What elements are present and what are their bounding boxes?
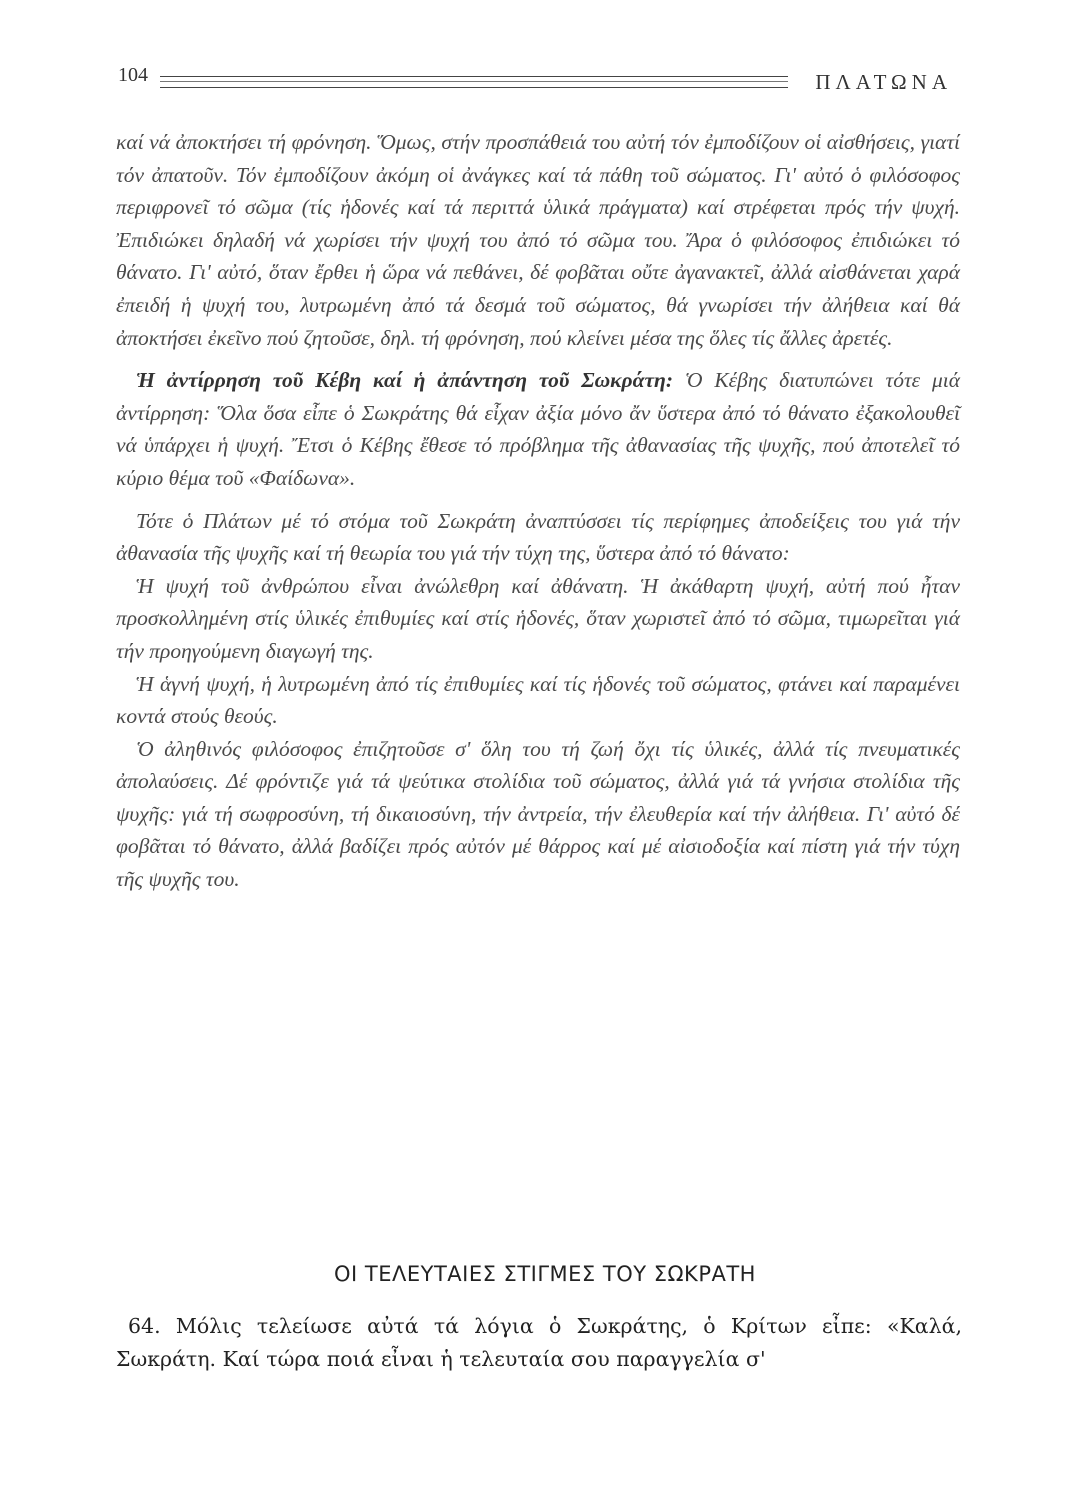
section-paragraph: 64. Μόλις τελείωσε αὐτά τά λόγια ὁ Σωκράτης, ὁ Κρίτων εἶπε: «Καλά, Σωκράτη. Καί τώρα ποιά εἶναι ἡ τελευταία σου παραγγελία σ' xyxy=(116,1314,962,1371)
proofs-paragraph: Τότε ὁ Πλάτων μέ τό στόμα τοῦ Σωκράτη ἀναπτύσσει τίς περίφημες ἀποδείξεις του γιά τήν ἀθανασία τῆς ψυχῆς καί τή θεωρία του γιά τήν τύχη της, ὕστερα ἀπό τό θάνατο: xyxy=(116,508,960,566)
commentary-intro-paragraph: καί νά ἀποκτήσει τή φρόνηση. Ὅμως, στήν προσπάθειά του αὐτή τόν ἐμποδίζουν οἱ αἰσθήσεις, γιατί τόν ἀπατοῦν. Τόν ἐμποδίζουν ἀκόμη οἱ ἀνάγκες καί τά πάθη τοῦ σώματος. Γι' αὐτό ὁ φιλόσοφος περιφρονεῖ τό σῶμα (τίς ἡδονές καί τά περιττά ὑλικά πράγματα) καί στρέφεται πρός τήν ψυχή. Ἐπιδιώκει δηλαδή νά χωρίσει τήν ψυχή του ἀπό τό σῶμα του. Ἄρα ὁ φιλόσοφος ἐπιδιώκει τό θάνατο. Γι' αὐτό, ὅταν ἔρθει ἡ ὥρα νά πεθάνει, δέ φοβᾶται οὔτε ἀγανακτεῖ, ἀλλά αἰσθάνεται χαρά ἐπειδή ἡ ψυχή του, λυτρωμένη ἀπό τά δεσμά τοῦ σώματος, θά γνωρίσει τήν ἀλήθεια καί θά ἀποκτήσει ἐκεῖνο πού ζητοῦσε, δηλ. τή φρόνηση, πού κλείνει μέσα της ὅλες τίς ἄλλες ἀρετές. xyxy=(116,130,960,350)
objection-paragraph xyxy=(116,364,960,494)
section-title: ΟΙ ΤΕΛΕΥΤΑΙΕΣ ΣΤΙΓΜΕΣ ΤΟΥ ΣΩΚΡΑΤΗ xyxy=(334,1262,756,1286)
header-rule xyxy=(160,76,788,88)
objection-body: Ὁ Κέβης διατυπώνει τότε μιά ἀντίρρηση: Ὅλα ὅσα εἶπε ὁ Σωκράτης θά εἶχαν ἀξία μόνο ἄν ὕστερα ἀπό τό θάνατο ἐξακολουθεῖ νά ὑπάρχει ἡ ψυχή. Ἔτσι ὁ Κέβης ἔθεσε τό πρόβλημα τῆς ἀθανασίας τῆς ψυχῆς, πού ἀποτελεῖ τό κύριο θέμα τοῦ «Φαίδωνα». xyxy=(116,368,960,490)
main-text xyxy=(116,1310,962,1376)
impure-soul-paragraph: Ἡ ψυχή τοῦ ἀνθρώπου εἶναι ἀνώλεθρη καί ἀθάνατη. Ἡ ἀκάθαρτη ψυχή, αὐτή πού ἦταν προσκολλημένη στίς ὑλικές ἐπιθυμίες καί στίς ἡδονές, ὅταν χωριστεῖ ἀπό τό σῶμα, τιμωρεῖται γιά τήν προηγούμενη διαγωγή της. xyxy=(116,573,960,663)
commentary-block xyxy=(116,126,960,896)
page-number: 104 xyxy=(118,64,148,86)
running-head xyxy=(112,64,952,94)
objection-heading: Ἡ ἀντίρρηση τοῦ Κέβη καί ἡ ἀπάντηση τοῦ Σωκράτη: xyxy=(136,368,674,393)
true-philosopher-paragraph: Ὁ ἀληθινός φιλόσοφος ἐπιζητοῦσε σ' ὅλη του τή ζωή ὄχι τίς ὑλικές, ἀλλά τίς πνευματικές ἀπολαύσεις. Δέ φρόντιζε γιά τά ψεύτικα στολίδια τοῦ σώματος, ἀλλά γιά τά γνήσια στολίδια τῆς ψυχῆς: γιά τή σωφροσύνη, τή δικαιοσύνη, τήν ἀντρεία, τήν ἐλευθερία καί τήν ἀλήθεια. Γι' αὐτό δέ φοβᾶται τό θάνατο, ἀλλά βαδίζει πρός αὐτόν μέ θάρρος καί μέ αἰσιοδοξία καί πίστη γιά τήν τύχη τῆς ψυχῆς του. xyxy=(116,736,960,892)
book-title: ΠΛΑΤΩΝΑ xyxy=(815,70,952,94)
pure-soul-paragraph: Ἡ ἁγνή ψυχή, ἡ λυτρωμένη ἀπό τίς ἐπιθυμίες καί τίς ἡδονές τοῦ σώματος, φτάνει καί παραμένει κοντά στούς θεούς. xyxy=(116,671,960,729)
